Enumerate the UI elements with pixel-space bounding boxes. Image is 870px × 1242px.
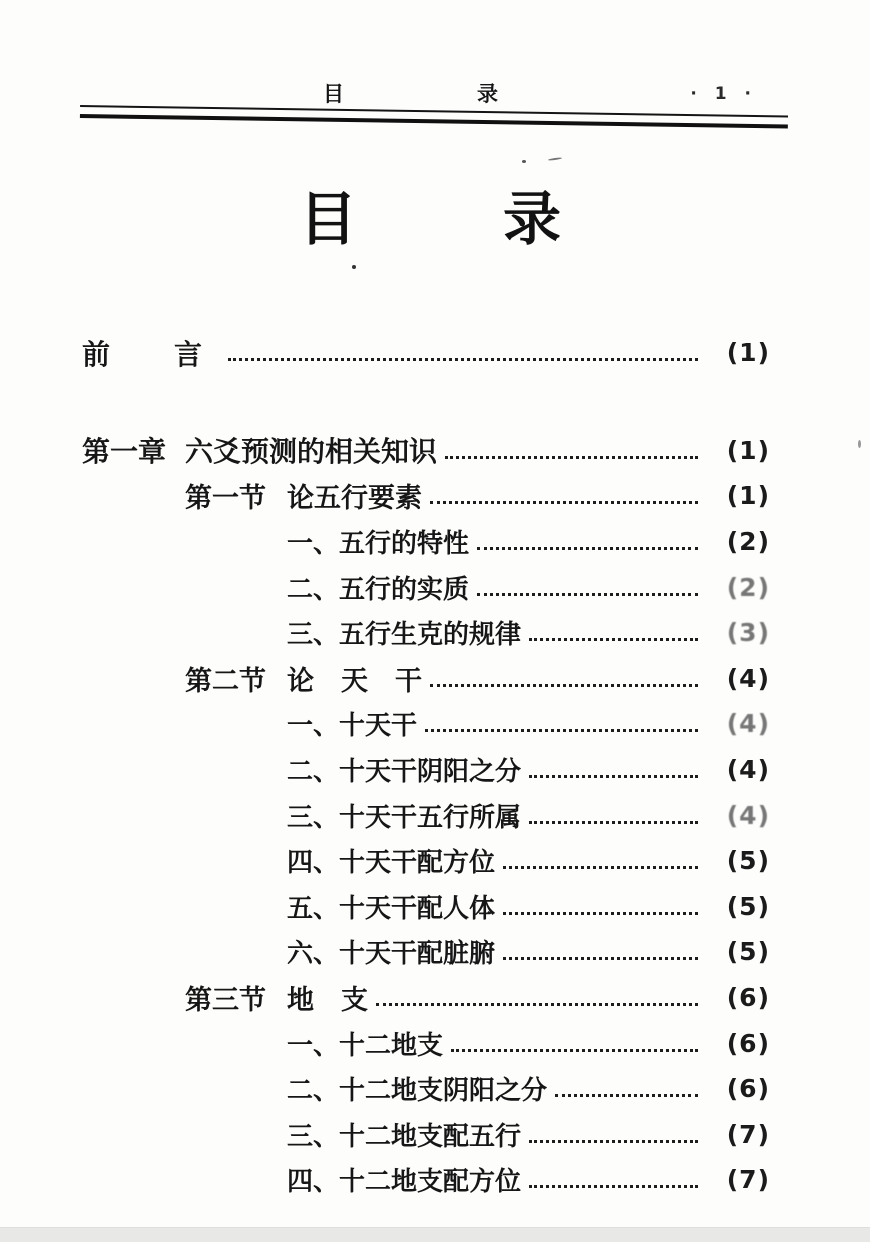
toc-entry-title: 六、十天干配脏腑 (287, 939, 496, 970)
dot-leader (555, 1094, 698, 1097)
toc-entry-title: 三、五行生克的规律 (287, 620, 522, 651)
scan-artifact (858, 440, 861, 448)
toc-entry-title: 一、十天干 (287, 711, 418, 742)
table-of-contents (82, 330, 770, 1203)
toc-entry (82, 1020, 770, 1066)
dot-leader (529, 1140, 698, 1143)
dot-leader (503, 957, 698, 960)
toc-entry-page: (4) (726, 755, 770, 785)
dot-leader (228, 358, 698, 361)
dot-leader (503, 912, 698, 915)
toc-entry-page: (3) (726, 618, 770, 648)
toc-entry-page: (5) (726, 891, 770, 921)
page-header (82, 76, 785, 106)
toc-entry (82, 473, 770, 519)
toc-entry-title: 论五行要素 (287, 483, 422, 515)
toc-entry-page: (1) (726, 481, 770, 511)
page-title: 目 录 (298, 185, 571, 253)
dot-leader (445, 456, 698, 459)
toc-entry (82, 330, 770, 376)
toc-entry-page: (4) (726, 709, 770, 739)
toc-entry-number: 前 言 (82, 337, 221, 371)
toc-entry-page: (6) (726, 1074, 770, 1104)
toc-entry (82, 929, 770, 975)
dot-leader (376, 1003, 698, 1006)
toc-entry-title: 二、五行的实质 (287, 574, 470, 605)
toc-entry-title: 六爻预测的相关知识 (185, 435, 438, 469)
dot-leader (430, 684, 698, 687)
header-rule (80, 105, 788, 129)
toc-entry-number: 第二节 (185, 665, 266, 697)
toc-entry-page: (1) (726, 338, 770, 368)
toc-entry-number: 第一章 (82, 435, 167, 469)
toc-entry (82, 884, 770, 930)
toc-entry (82, 1066, 770, 1112)
toc-entry-title: 二、十天干阴阳之分 (287, 757, 522, 788)
toc-entry-number: 第三节 (185, 985, 266, 1017)
toc-entry-page: (2) (726, 572, 770, 602)
dot-leader (477, 593, 698, 596)
scan-artifact (522, 160, 526, 163)
toc-entry (82, 564, 770, 610)
dot-leader (529, 1185, 698, 1188)
toc-entry-page: (6) (726, 1028, 770, 1058)
toc-entry-page: (2) (726, 527, 770, 557)
toc-entry-title: 一、十二地支 (287, 1030, 444, 1061)
toc-entry-title: 地 支 (287, 985, 368, 1017)
dot-leader (451, 1049, 698, 1052)
toc-entry (82, 838, 770, 884)
toc-entry-title: 一、五行的特性 (287, 529, 470, 560)
toc-entry (82, 975, 770, 1021)
toc-entry-page: (5) (726, 937, 770, 967)
toc-entry-title: 三、十二地支配五行 (287, 1121, 522, 1152)
dot-leader (430, 501, 698, 504)
toc-entry (82, 747, 770, 793)
scan-edge-band (0, 1227, 870, 1242)
toc-entry-title: 二、十二地支阴阳之分 (287, 1076, 548, 1107)
toc-entry-page: (7) (726, 1165, 770, 1195)
toc-entry-page: (1) (726, 435, 770, 465)
running-header-page-number: · 1 · (690, 84, 757, 104)
dot-leader (477, 547, 698, 550)
toc-entry-title: 三、十天干五行所属 (287, 802, 522, 833)
running-header-title: 目 录 (323, 82, 555, 106)
dot-leader (503, 866, 698, 869)
toc-entry-title: 论 天 干 (287, 665, 422, 697)
dot-leader (425, 729, 698, 732)
toc-entry (82, 428, 770, 474)
toc-entry-page: (6) (726, 983, 770, 1013)
toc-entry-title: 四、十天干配方位 (287, 848, 496, 879)
dot-leader (529, 775, 698, 778)
toc-entry-page: (4) (726, 663, 770, 693)
toc-entry-page: (4) (726, 800, 770, 830)
dot-leader (529, 638, 698, 641)
scan-artifact (548, 157, 562, 161)
toc-entry-title: 五、十天干配人体 (287, 893, 496, 924)
toc-entry (82, 610, 770, 656)
toc-entry-page: (5) (726, 846, 770, 876)
toc-entry-title: 四、十二地支配方位 (287, 1167, 522, 1198)
toc-entry (82, 519, 770, 565)
scan-artifact (352, 265, 356, 269)
toc-entry (82, 792, 770, 838)
toc-entry (82, 1112, 770, 1158)
toc-entry (82, 701, 770, 747)
dot-leader (529, 821, 698, 824)
toc-entry-number: 第一节 (185, 483, 266, 515)
toc-entry (82, 1157, 770, 1203)
toc-entry-page: (7) (726, 1119, 770, 1149)
toc-entry (82, 656, 770, 702)
